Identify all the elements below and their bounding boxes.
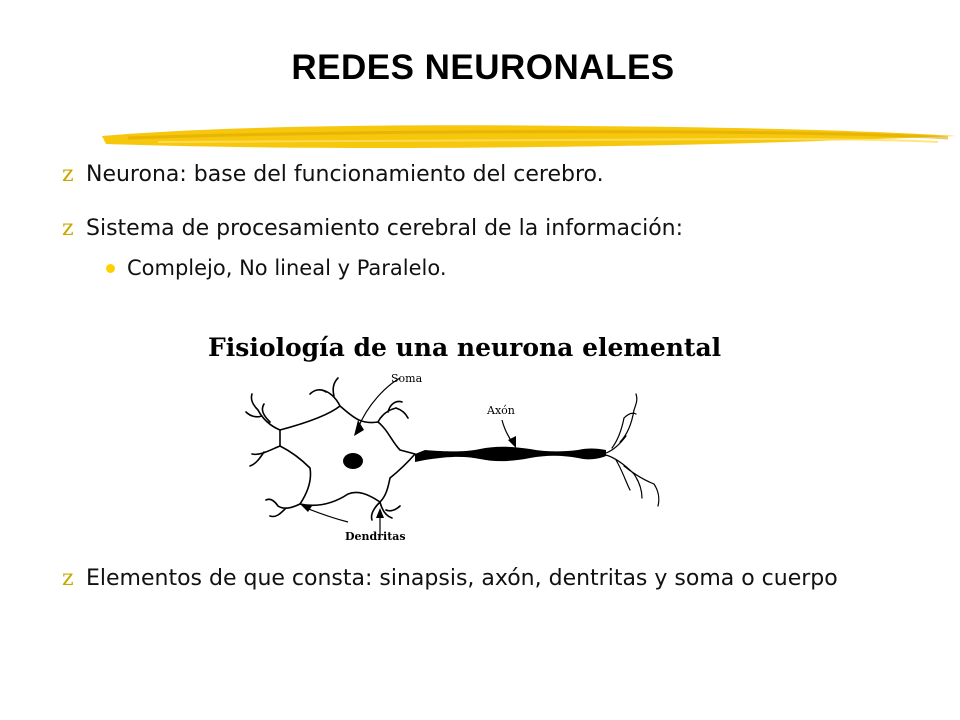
- axon-terminal: [606, 410, 634, 453]
- axon-label: Axón: [487, 404, 515, 417]
- dendritas-label: Dendritas: [345, 530, 406, 543]
- axon-terminal: [634, 474, 659, 506]
- bullet-text: Elementos de que consta: sinapsis, axón, dentritas y soma o cuerpo: [86, 566, 838, 591]
- slide-title: REDES NEURONALES: [291, 48, 675, 87]
- bullet-text: Sistema de procesamiento cerebral de la información:: [86, 216, 684, 241]
- nucleus: [343, 453, 363, 469]
- soma-arrowhead: [354, 420, 364, 436]
- dendrite: [246, 394, 280, 430]
- sub-bullet-text: Complejo, No lineal y Paralelo.: [127, 256, 447, 280]
- dendrite: [371, 502, 400, 520]
- axon: [415, 447, 606, 462]
- dendrite: [310, 378, 340, 406]
- bullet-item: [62, 216, 683, 241]
- axon-terminal: [624, 394, 637, 418]
- yellow-brush-stroke-divider: [98, 118, 960, 160]
- neuron-diagram: [240, 370, 680, 540]
- z-bullet-icon: z: [62, 216, 74, 241]
- soma-label: Soma: [391, 372, 423, 385]
- figure-title: Fisiología de una neurona elemental: [208, 333, 722, 362]
- axon-arrow: [502, 420, 512, 442]
- dendrite: [250, 446, 280, 466]
- dot-bullet-icon: [106, 264, 115, 273]
- bullet-item: [62, 162, 604, 187]
- sub-bullet-item: [106, 256, 447, 280]
- dendrite: [378, 401, 408, 422]
- axon-terminal: [606, 455, 654, 490]
- z-bullet-icon: z: [62, 566, 74, 591]
- bullet-item: [62, 566, 838, 591]
- dendrite-arrow-left: [306, 508, 348, 522]
- z-bullet-icon: z: [62, 162, 74, 187]
- bullet-text: Neurona: base del funcionamiento del cerebro.: [86, 162, 604, 187]
- dendrite: [266, 499, 300, 516]
